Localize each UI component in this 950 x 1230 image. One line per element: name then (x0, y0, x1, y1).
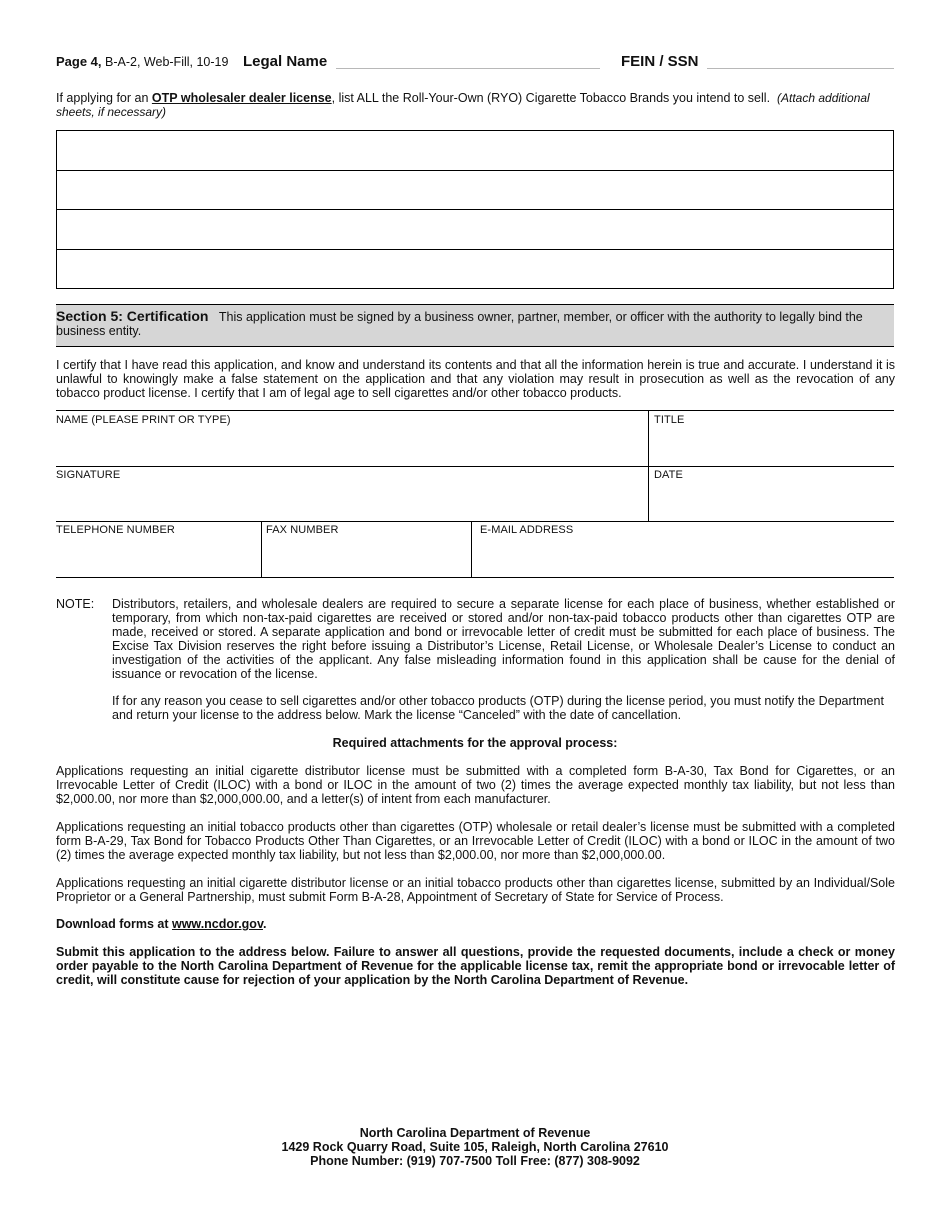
section-5-header (56, 304, 894, 347)
divider (56, 577, 894, 578)
page-number (56, 54, 228, 69)
attach-note: (Attach additional sheets, if necessary) (56, 91, 870, 119)
fax-input[interactable] (266, 542, 467, 572)
note-paragraph-2: If for any reason you cease to sell cigarettes and/or other tobacco products (OTP) during the license period, you must notify the Department and return your license to the address below. Mark the license “Canceled” with the date of cancellation. (112, 694, 884, 722)
form-info: B-A-2, Web-Fill, 10-19 (105, 55, 229, 69)
telephone-input[interactable] (58, 542, 257, 572)
intro-license-type: OTP wholesaler dealer license (151, 91, 332, 105)
signature-label: SIGNATURE (56, 469, 121, 481)
footer-line-3: Phone Number: (919) 707-7500 Toll Free: (877) 308-9092 (310, 1154, 640, 1168)
date-input[interactable] (654, 487, 892, 517)
attachments-paragraph-1: Applications requesting an initial cigarette distributor license must be submitted with a completed form B-A-30, Tax Bond for Cigarettes, or an Irrevocable Letter of Credit (ILOC) with a bond or ILOC in the amount of two (2) times the average expected monthly tax liability, but not less than $2,000.00, nor more than $2,000,000.00, and a letter(s) of intent from each manufacturer. (56, 764, 895, 806)
brand-row (57, 210, 893, 250)
certification-statement: I certify that I have read this application, and know and understand its contents and that all the information herein is true and accurate. I understand it is unlawful to knowingly make a false statement on the application and that any violation may result in prosecution as well as the revocation of any tobacco product license. I certify that I am of legal age to sell cigarettes and/or other tobacco products. (56, 358, 895, 400)
ryo-brands-table (56, 130, 894, 289)
ryo-brands-instructions (56, 91, 895, 119)
divider (56, 466, 894, 467)
download-prefix: Download forms at (56, 917, 172, 931)
legal-name-label: Legal Name (243, 53, 328, 70)
divider (56, 410, 894, 411)
download-forms (56, 917, 266, 931)
attachments-paragraph-2: Applications requesting an initial tobacco products other than cigarettes (OTP) wholesale or retail dealer’s license must be submitted with a completed form B-A-29, Tax Bond for Tobacco Products Other Than Cigarettes, or an Irrevocable Letter of Credit (ILOC) with a bond or ILOC in the amount of two (2) times the average expected monthly tax liability, but not less than $2,000.00, nor more than $2,000,000.00. (56, 820, 895, 862)
email-label: E-MAIL ADDRESS (480, 524, 574, 536)
date-label: DATE (654, 469, 683, 481)
note-paragraph-1: Distributors, retailers, and wholesale dealers are required to secure a separate license for each place of business, whether established or temporary, from which non-tax-paid cigarettes are received or stored and/or non-tax-paid tobacco products other than cigarettes OTP are made, received or stored. A separate application and bond or irrevocable letter of credit must be submitted for each place of business. The Excise Tax Division reserves the right before issuing a Distributor’s License, Retail License, or Wholesale Dealer’s License to conduct an investigation of the activities of the applicant. Any false misleading information found in this application shall be cause for the denial of issuance or revocation of the license. (112, 597, 895, 681)
name-input[interactable] (58, 432, 644, 462)
brand-input-2[interactable] (57, 171, 893, 210)
brand-row (57, 131, 893, 171)
divider (261, 521, 262, 577)
title-input[interactable] (654, 432, 892, 462)
page-label: Page 4, (56, 54, 102, 69)
telephone-label: TELEPHONE NUMBER (56, 524, 175, 536)
fein-ssn-field[interactable] (707, 68, 894, 69)
brand-input-4[interactable] (57, 250, 893, 290)
section-5-text: This application must be signed by a business owner, partner, member, or officer with the authority to legally bind the business entity. (56, 310, 863, 338)
brand-input-1[interactable] (57, 131, 893, 170)
fein-ssn-label: FEIN / SSN (621, 53, 699, 70)
legal-name-field[interactable] (336, 68, 600, 69)
attachments-paragraph-3: Applications requesting an initial cigarette distributor license or an initial tobacco products other than cigarettes license, submitted by an Individual/Sole Proprietor or a General Partnership, must submit Form B-A-28, Appointment of Secretary of State for Service of Process. (56, 876, 895, 904)
title-label: TITLE (654, 414, 685, 426)
submit-instructions: Submit this application to the address below. Failure to answer all questions, provide the requested documents, include a check or money order payable to the North Carolina Department of Revenue for the applicable license tax, remit the appropriate bond or irrevocable letter of credit, will constitute cause for rejection of your application by the North Carolina Department of Revenue. (56, 945, 895, 987)
download-suffix: . (262, 917, 267, 931)
department-address (0, 1126, 950, 1168)
brand-row (57, 250, 893, 290)
email-input[interactable] (480, 542, 892, 572)
intro-suffix: , list ALL the Roll-Your-Own (RYO) Cigarette Tobacco Brands you intend to sell. (331, 91, 771, 105)
brand-row (57, 171, 893, 211)
signature-field[interactable] (58, 487, 644, 517)
divider (56, 521, 894, 522)
name-label: NAME (PLEASE PRINT OR TYPE) (56, 414, 231, 426)
footer-line-1: North Carolina Department of Revenue (359, 1126, 591, 1140)
note-label: NOTE: (56, 597, 95, 611)
divider (471, 521, 472, 577)
footer-line-2: 1429 Rock Quarry Road, Suite 105, Raleigh, North Carolina 27610 (281, 1140, 669, 1154)
ncdor-link[interactable]: www.ncdor.gov (171, 917, 263, 931)
divider (648, 410, 649, 521)
attachments-title: Required attachments for the approval process: (332, 736, 618, 750)
brand-input-3[interactable] (57, 210, 893, 249)
fax-label: FAX NUMBER (266, 524, 339, 536)
intro-prefix: If applying for an (56, 91, 152, 105)
section-5-title: Section 5: Certification (56, 308, 209, 324)
